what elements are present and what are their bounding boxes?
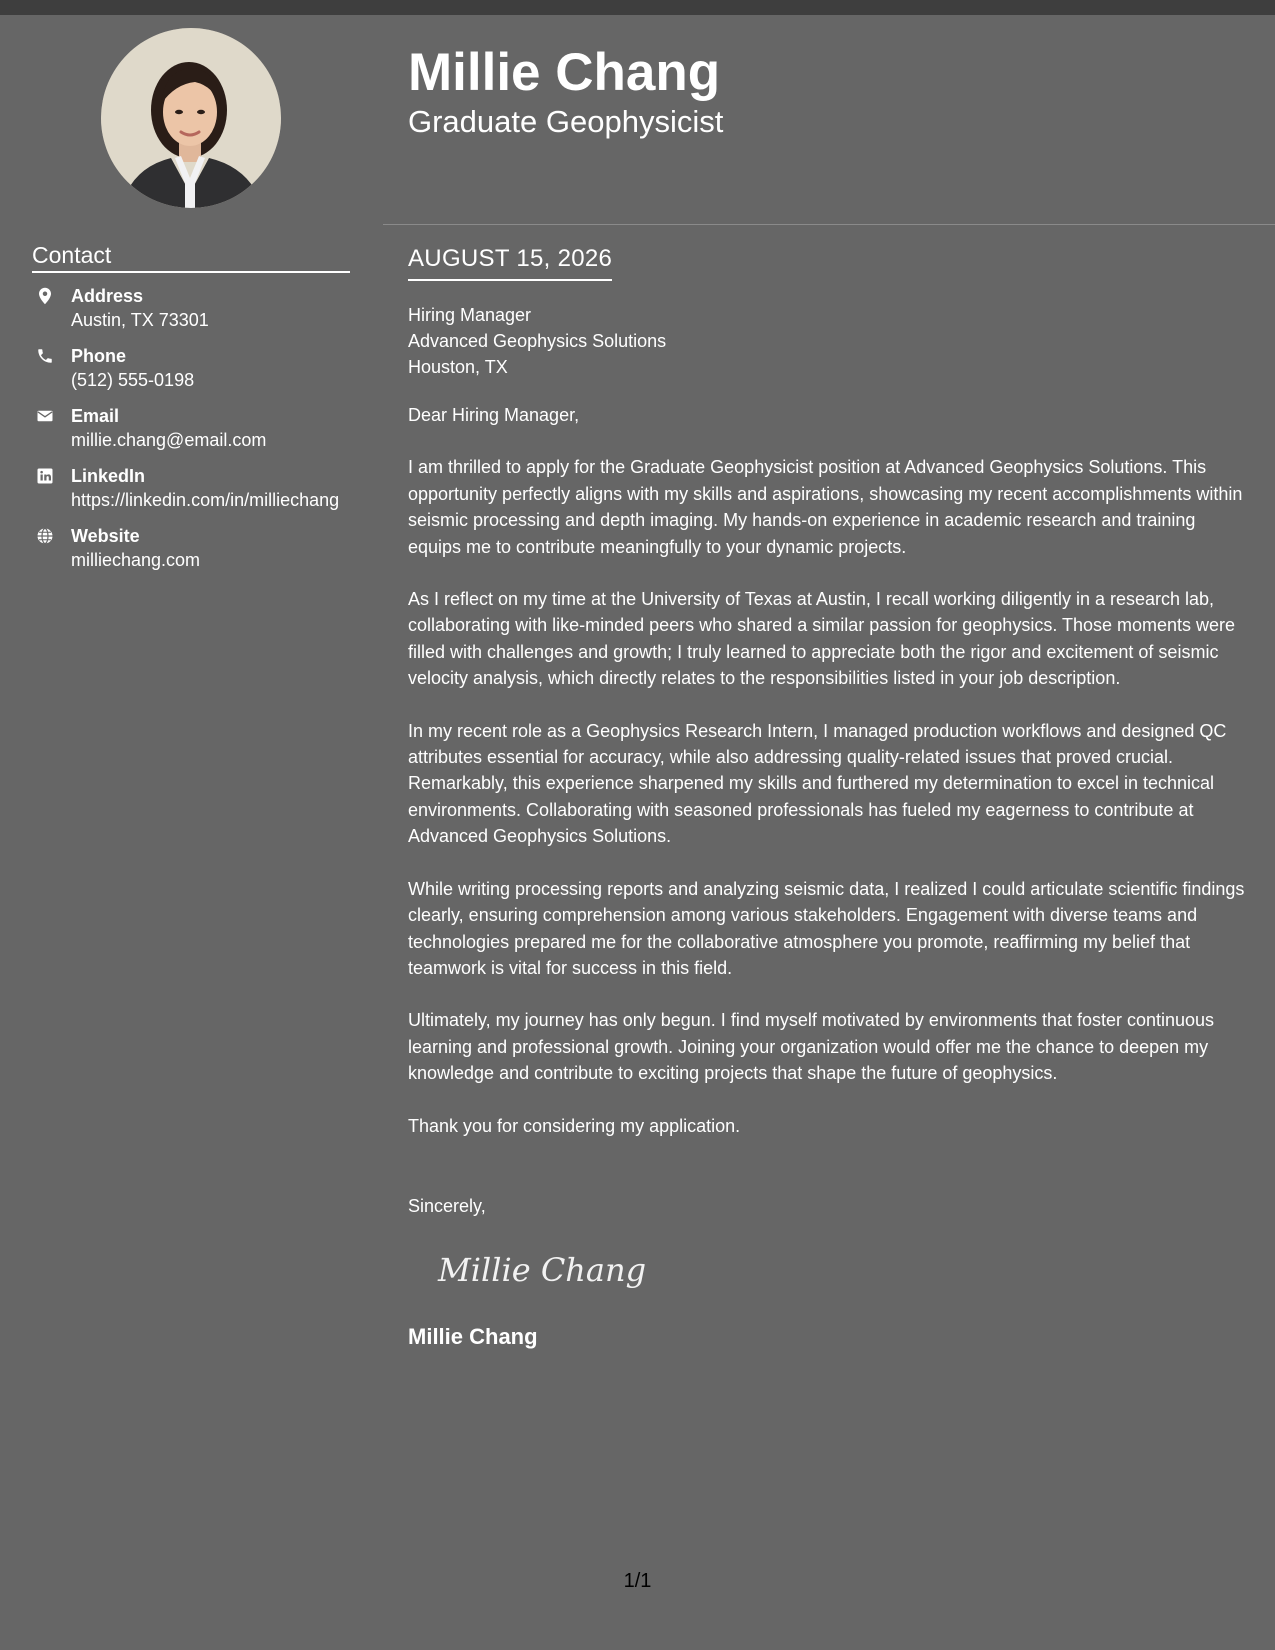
envelope-icon — [36, 407, 54, 425]
contact-website — [32, 525, 352, 573]
closing: Sincerely, — [408, 1195, 486, 1216]
globe-icon — [36, 527, 54, 545]
contact-label: Website — [71, 526, 140, 546]
map-pin-icon — [36, 287, 54, 305]
paragraph: Thank you for considering my application. — [408, 1115, 741, 1136]
contact-address — [32, 285, 352, 333]
handwritten-signature — [436, 1245, 656, 1295]
applicant-title: Graduate Geophysicist — [408, 104, 724, 139]
recipient-line: Hiring Manager — [408, 305, 532, 325]
paragraph: While writing processing reports and analyzing seismic data, I realized I could articulate scientific findings clearly, ensuring comprehension among various stakeholders. Engagement with diverse teams and technologies prepared me for the collaborative atmosphere you promote, reaffirming my belief that teamwork is vital for success in this field. — [408, 878, 1245, 978]
contact-value[interactable]: millie.chang@email.com — [71, 430, 267, 450]
contact-label: Address — [71, 286, 144, 306]
contact-value: Austin, TX 73301 — [71, 310, 209, 330]
signer-name: Millie Chang — [408, 1324, 538, 1350]
recipient-block — [408, 302, 1253, 380]
avatar — [101, 28, 281, 208]
paragraph: Ultimately, my journey has only begun. I find myself motivated by environments that foster continuous learning and professional growth. Joining your organization would offer me the chance to deepen my knowledge and contribute to exciting projects that shape the future of geophysics. — [408, 1010, 1215, 1084]
paragraph: As I reflect on my time at the University of Texas at Austin, I recall working diligently in a research lab, collaborating with like-minded peers who shared a similar passion for geophysics. Those moments were filled with challenges and growth; I truly learned to appreciate both the rigor and excitement of seismic velocity analysis, which directly relates to the responsibilities listed in your job description. — [408, 589, 1236, 689]
phone-icon — [36, 347, 54, 365]
salutation: Dear Hiring Manager, — [408, 405, 580, 425]
contact-phone — [32, 345, 352, 393]
header-divider — [383, 224, 1275, 225]
recipient-line: Houston, TX — [408, 357, 508, 377]
contact-value: (512) 555-0198 — [71, 370, 195, 390]
profile-photo — [101, 28, 281, 208]
paragraph: I am thrilled to apply for the Graduate Geophysicist position at Advanced Geophysics Solutions. This opportunity perfectly aligns with my skills and aspirations, showcasing my recent accomplishments within seismic processing and depth imaging. My hands-on experience in academic research and training equips me to contribute meaningfully to your dynamic projects. — [408, 457, 1243, 557]
letter-body — [408, 244, 1253, 1351]
letter-text — [408, 402, 1253, 1219]
contact-email — [32, 405, 352, 453]
recipient-line: Advanced Geophysics Solutions — [408, 331, 667, 351]
paragraph: In my recent role as a Geophysics Research Intern, I managed production workflows and designed QC attributes essential for accuracy, while also addressing quality-related issues that proved crucial. Remarkably, this experience sharpened my skills and furthered my determination to excel in technical environments. Collaborating with seasoned professionals has fueled my eagerness to contribute at Advanced Geophysics Solutions. — [408, 720, 1227, 847]
contact-label: Email — [71, 406, 120, 426]
page-indicator: 1/1 — [623, 1570, 652, 1592]
contact-value[interactable]: milliechang.com — [71, 550, 201, 570]
applicant-name: Millie Chang — [408, 43, 721, 102]
contact-linkedin — [32, 465, 352, 513]
contact-value[interactable]: https://linkedin.com/in/milliechang — [71, 490, 340, 510]
contact-list — [32, 285, 352, 585]
sidebar — [0, 15, 383, 1650]
top-bar — [0, 0, 1275, 15]
contact-label: LinkedIn — [71, 466, 146, 486]
linkedin-icon — [36, 467, 54, 485]
contact-heading: Contact — [32, 240, 350, 273]
letter-date: AUGUST 15, 2026 — [408, 244, 612, 281]
contact-label: Phone — [71, 346, 127, 366]
signature-text: Millie Chang — [438, 1251, 647, 1290]
